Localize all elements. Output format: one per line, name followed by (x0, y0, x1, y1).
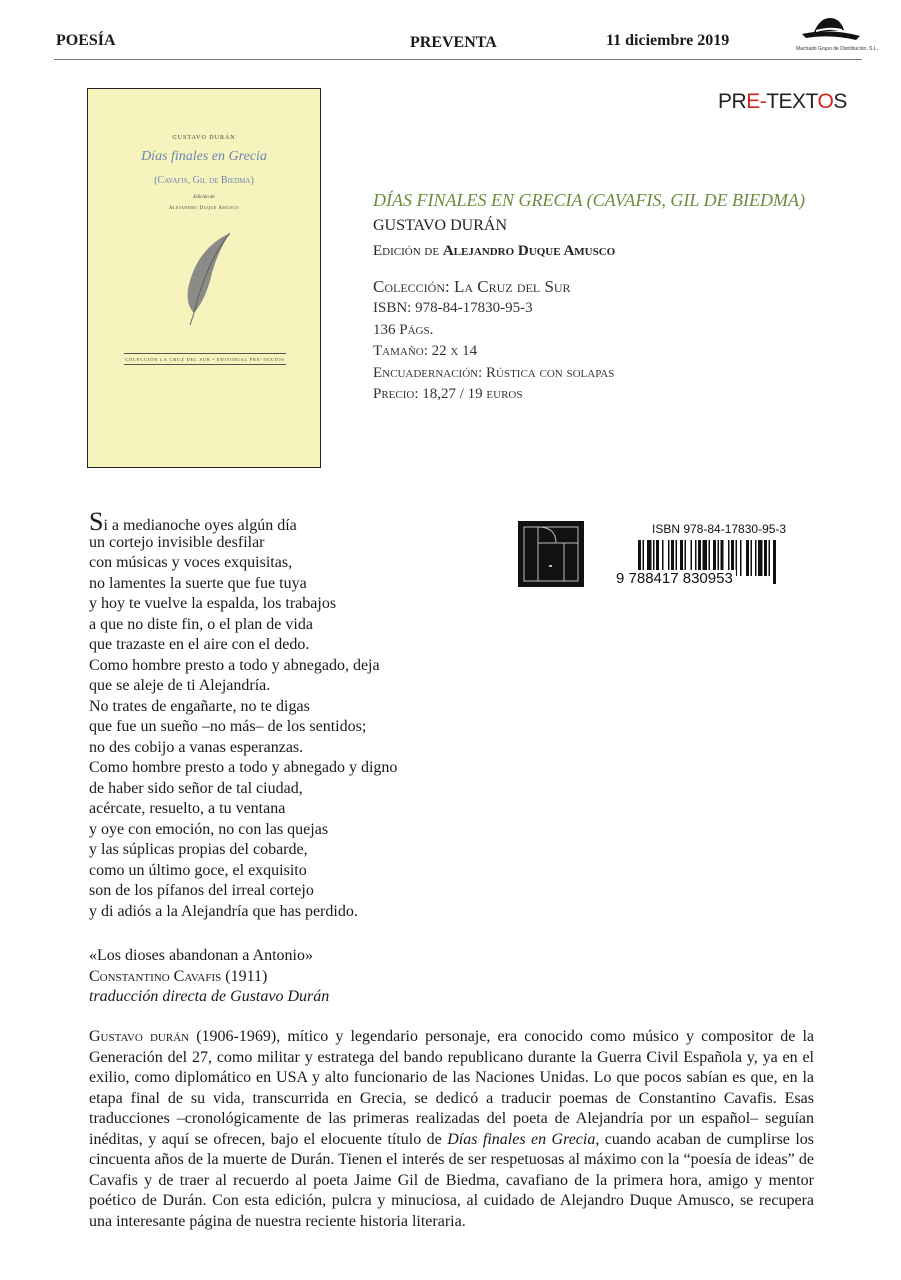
feather-icon (176, 229, 236, 329)
poem-line: Si a medianoche oyes algún día (89, 507, 297, 536)
poem-source-title: «Los dioses abandonan a Antonio» (89, 947, 313, 964)
book-collection: Colección: La Cruz del Sur (373, 277, 571, 296)
poem-line: que trazaste en el aire con el dedo. (89, 636, 310, 653)
poem-source-year: (1911) (225, 967, 268, 985)
poem-drop-cap: S (89, 507, 104, 536)
cover-rule-bottom (124, 364, 286, 365)
poem (89, 507, 479, 922)
publisher-logo: PRE-TEXTOS (718, 90, 847, 113)
book-price: Precio: 18,27 / 19 euros (373, 386, 523, 402)
poem-line: un cortejo invisible desfilar (89, 533, 265, 551)
poem-line: que fue un sueño –no más– de los sentidos; (89, 718, 367, 735)
poem-line: y oye con emoción, no con las quejas (89, 820, 329, 838)
cover-editor: Alejandro Duque Amusco (168, 206, 240, 211)
cover-edition-label: Edición de (193, 195, 215, 200)
book-cover (87, 88, 321, 468)
bio-lead: Gustavo durán (89, 1028, 190, 1045)
book-author: GUSTAVO DURÁN (373, 217, 507, 234)
poem-line: y las súplicas propias del cobarde, (89, 841, 308, 858)
poem-line: Como hombre presto a todo y abnegado y digno (89, 759, 398, 776)
barcode-isbn: ISBN 978-84-17830-95-3 (652, 522, 787, 536)
book-pages: 136 Págs. (373, 321, 434, 338)
cover-rule-top (124, 353, 286, 354)
distributor-caption: Machado Grupo de Distribución, S.L. (796, 46, 878, 52)
poem-line: y hoy te vuelve la espalda, los trabajos (89, 595, 337, 612)
poem-line: acércate, resuelto, a tu ventana (89, 800, 286, 817)
header-divider (54, 59, 862, 60)
header-section: POESÍA (56, 32, 116, 49)
book-info (373, 188, 853, 406)
author-bio: Gustavo durán (1906-1969), mítico y legendario personaje, era conocido como músico y compositor de la Generación del 27, como militar y estratega del bando republicano durante la Guerra Civil Española y, ya en el exilio, como diplomático en USA y alto funcionario de las Naciones Unidas. Lo que pocos sabían es que, en la etapa final de su vida, transcurrida en Grecia, se dedicó a traducir poemas de Constantino Cavafis. Esas traducciones –cronológicamente de las primeras realizadas del poeta de Alejandría por un español– seguían inéditas, y aquí se ofrecen, bajo el elocuente título de Días finales en Grecia, cuando acaban de cumplirse los cincuenta años de la muerte de Durán. Tienen el interés de ser respetuosas al máximo con la “poesía de ideas” de Cavafis y de traer al recuerdo al poeta Jaime Gil de Biedma, cavafiano de la primera hora, amigo y mentor poético de Durán. Con esta edición, pulcra y minuciosa, al cuidado de Alejandro Duque Amusco, se recupera una interesante página de nuestra reciente historia literaria. (89, 1028, 815, 1230)
poem-line: que se aleje de ti Alejandría. (89, 677, 271, 694)
poem-source-author: Constantino Cavafis (89, 967, 222, 985)
book-isbn: ISBN: 978-84-17830-95-3 (373, 300, 533, 316)
book-size: Tamaño: 22 x 14 (373, 343, 478, 359)
cover-author: GUSTAVO DURÁN (172, 135, 236, 141)
poem-line: son de los pífanos del irreal cortejo (89, 882, 314, 899)
pt-monogram-icon (518, 521, 584, 587)
poem-line: No trates de engañarte, no te digas (89, 697, 310, 715)
header-date: 11 diciembre 2019 (606, 32, 730, 49)
poem-source-author-line (89, 967, 329, 988)
cover-collection: COLECCIÓN LA CRUZ DEL SUR • EDITORIAL PRE-TEXTOS (125, 357, 285, 362)
book-editor: Alejandro Duque Amusco (442, 243, 616, 259)
book-editor-line (373, 240, 853, 262)
poem-line: con músicas y voces exquisitas, (89, 554, 293, 571)
barcode-digits: 9 788417 830953 (616, 570, 812, 587)
book-binding: Encuadernación: Rústica con solapas (373, 364, 615, 381)
book-title: DÍAS FINALES EN GRECIA (CAVAFIS, GIL DE BIEDMA) (373, 190, 806, 210)
bio-book-title: Días finales en Grecia (447, 1130, 596, 1148)
header-status: PREVENTA (410, 34, 497, 51)
cover-title: Días finales en Grecia (141, 149, 267, 164)
poem-line: no des cobijo a vanas esperanzas. (89, 738, 304, 756)
poem-line: y di adiós a la Alejandría que has perdido. (89, 902, 358, 920)
poem-line: a que no diste fin, o el plan de vida (89, 615, 313, 633)
poem-source (89, 946, 329, 1008)
poem-line: no lamentes la suerte que fue tuya (89, 574, 307, 592)
cover-subtitle: (Cavafis, Gil de Biedma) (154, 175, 254, 186)
poem-line: como un último goce, el exquisito (89, 861, 307, 879)
poem-line: Como hombre presto a todo y abnegado, deja (89, 656, 380, 674)
poem-line: de haber sido señor de tal ciudad, (89, 779, 303, 797)
edition-label: Edición de (373, 243, 440, 259)
poem-translation-note: traducción directa de Gustavo Durán (89, 988, 330, 1005)
